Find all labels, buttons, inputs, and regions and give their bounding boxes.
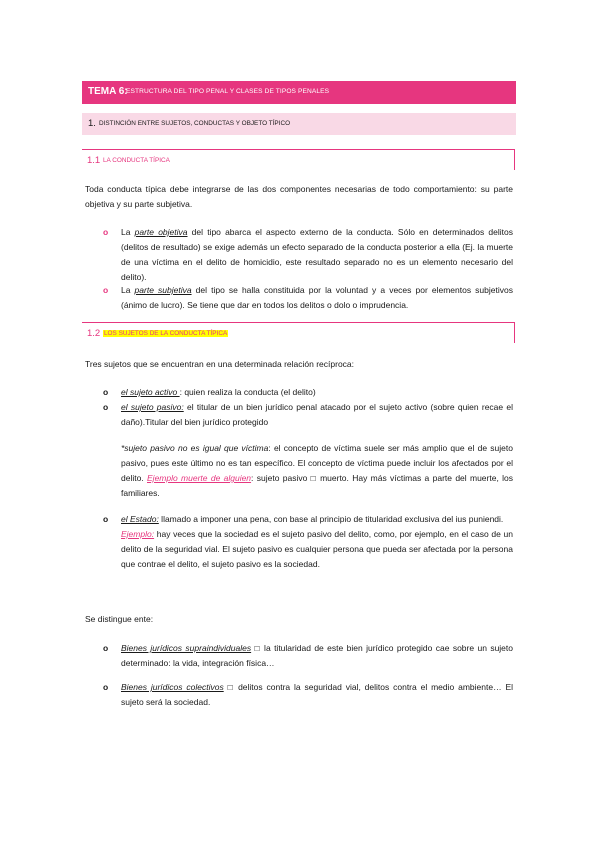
distingue-intro: Se distingue ente: xyxy=(85,614,154,624)
victima-note: *sujeto pasivo no es igual que víctima: el concepto de víctima suele ser más amplio que el de sujeto pasivo, pues este último no es tan específico. El concepto de víctima puede incluir los afectados por el delito. Ejemplo muerte de alguien: sujeto pasivo □ muerto. Hay más víctimas a parte del muerte, los familiares. xyxy=(121,443,514,498)
supraindividuales-term: Bienes jurídicos supraindividuales xyxy=(121,643,252,653)
bullet-marker: o xyxy=(103,387,109,397)
victima-example-link: Ejemplo muerte de alguien xyxy=(147,473,252,483)
estado-example-label: Ejemplo: xyxy=(121,529,155,539)
chapter-header xyxy=(82,81,516,104)
sujetos-intro: Tres sujetos que se encuentran en una determinada relación recíproca: xyxy=(85,359,355,369)
conducta-intro: Toda conducta típica debe integrarse de las dos componentes necesarias de todo comportamiento: su parte objetiva y su parte subjetiva. xyxy=(85,184,513,209)
sujeto-pasivo-term: el sujeto pasivo: xyxy=(121,402,184,412)
parte-objetiva-item: La parte objetiva del tipo abarca el aspecto externo de la conducta. Sólo en determinados delitos (delitos de resultado) se exige además un efecto separado de la conducta posterior a ella (Ej. la muerte de una víctima en el delito de homicidio, este resultado separado no es un elemento necesario del delito). xyxy=(121,227,513,282)
bullet-marker: o xyxy=(103,682,109,692)
subsection-1-1-number: 1.1 xyxy=(87,155,101,166)
subsection-1-2-title: LOS SUJETOS DE LA CONDUCTA TÍPICA xyxy=(104,330,228,337)
victima-note-lead: *sujeto pasivo no es igual que víctima xyxy=(121,443,269,453)
colectivos-item: Bienes jurídicos colectivos □ delitos contra la seguridad vial, delitos contra el medio ambiente… El sujeto será la sociedad. xyxy=(121,682,514,707)
parte-objetiva-term: parte objetiva xyxy=(134,227,188,237)
sujeto-activo-item: el sujeto activo : quien realiza la conducta (el delito) xyxy=(121,387,316,397)
subsection-1-2-number: 1.2 xyxy=(87,328,101,339)
estado-term: el Estado: xyxy=(121,514,159,524)
chapter-number: TEMA 6: xyxy=(88,86,128,97)
bullet-marker: o xyxy=(103,514,109,524)
section-1-header xyxy=(82,113,516,135)
colectivos-term: Bienes jurídicos colectivos xyxy=(121,682,224,692)
bullet-marker: o xyxy=(103,227,109,237)
section-1-number: 1. xyxy=(88,118,96,129)
parte-subjetiva-term: parte subjetiva xyxy=(134,285,192,295)
sujeto-pasivo-item: el sujeto pasivo: el titular de un bien jurídico penal atacado por el sujeto activo (sobre quien recae el daño).Titular del bien jurídico protegido xyxy=(121,402,513,427)
chapter-title: ESTRUCTURA DEL TIPO PENAL Y CLASES DE TIPOS PENALES xyxy=(126,88,330,95)
bullet-marker: o xyxy=(103,285,109,295)
subsection-1-2-header xyxy=(82,322,515,343)
section-1-title: DISTINCIÓN ENTRE SUJETOS, CONDUCTAS Y OBJETO TÍPICO xyxy=(99,120,291,127)
bullet-marker: o xyxy=(103,643,109,653)
parte-subjetiva-item: La parte subjetiva del tipo se halla constituida por la voluntad y a veces por elementos subjetivos (ánimo de lucro). Se tiene que dar en todos los delitos o dolo o imprudencia. xyxy=(121,285,513,310)
sujeto-activo-term: el sujeto activo xyxy=(121,387,180,397)
estado-item: el Estado: llamado a imponer una pena, con base al principio de titularidad exclusiva del ius puniendi. Ejemplo: hay veces que la sociedad es el sujeto pasivo del delito, como, por ejemplo, en el caso de un delito de la seguridad vial. El sujeto pasivo es cualquier persona que pueda ser afectada por la persona que contrae el delito, el sujeto pasivo es la sociedad. xyxy=(121,514,513,569)
subsection-1-1-title: LA CONDUCTA TÍPICA xyxy=(103,157,170,164)
bullet-marker: o xyxy=(103,402,109,412)
subsection-1-1-header xyxy=(82,149,515,170)
supraindividuales-item: Bienes jurídicos supraindividuales □ la titularidad de este bien jurídico protegido cae sobre un sujeto determinado: la vida, integración física… xyxy=(121,643,513,668)
